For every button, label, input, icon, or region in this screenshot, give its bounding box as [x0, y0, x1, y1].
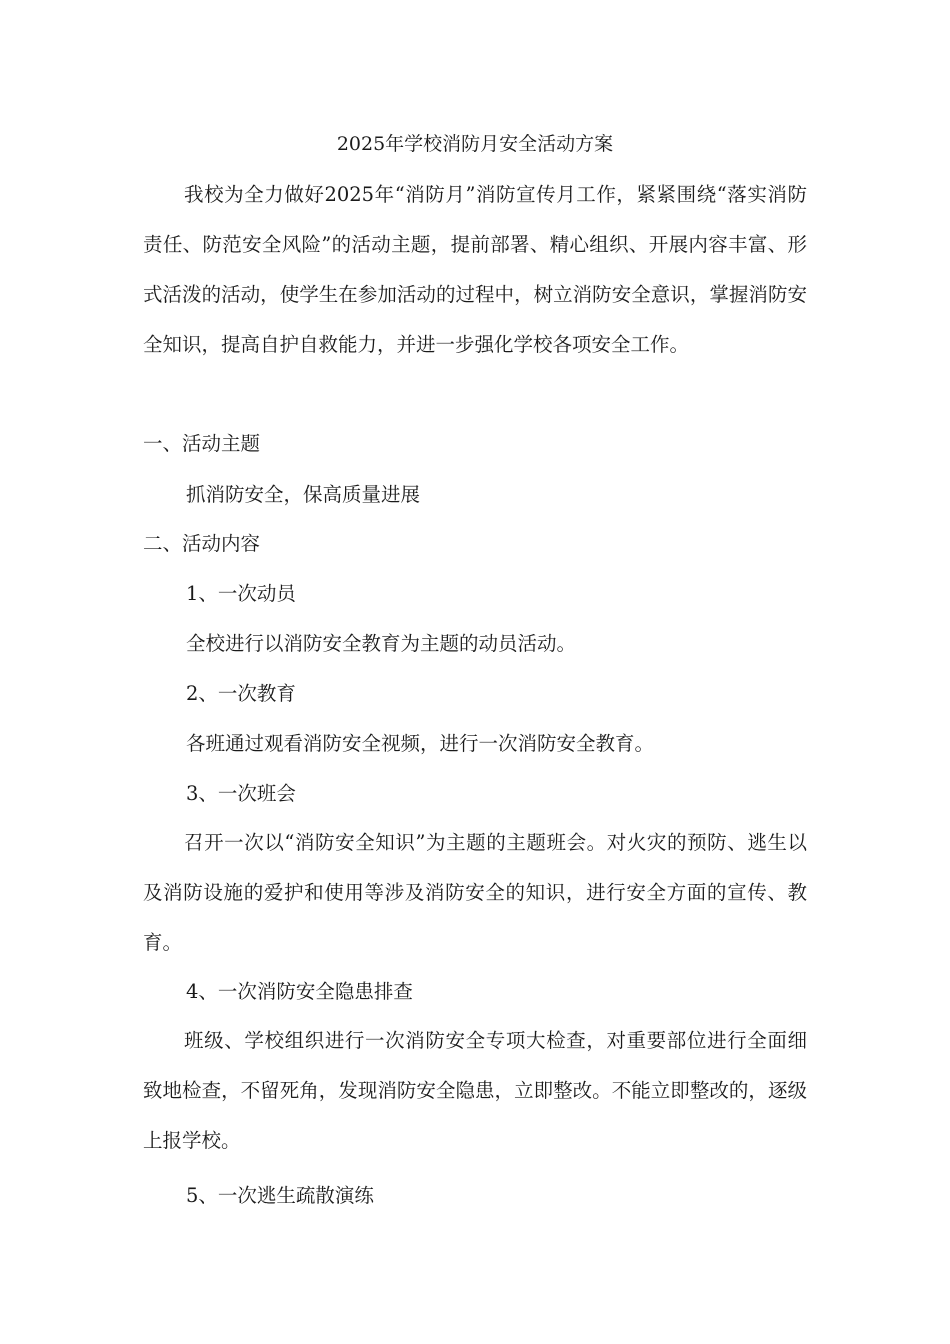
item-1-heading: 1、一次动员: [186, 582, 296, 605]
document-title: 2025年学校消防月安全活动方案: [336, 133, 614, 155]
item-4-heading: 4、一次消防安全隐患排查: [186, 980, 413, 1003]
item-2-heading: 2、一次教育: [186, 682, 296, 705]
section-1-heading: 一、活动主题: [143, 432, 261, 455]
item-3-heading: 3、一次班会: [186, 782, 296, 805]
item-5-heading: 5、一次逃生疏散演练: [186, 1184, 374, 1207]
item-4-body: 班级、学校组织进行一次消防安全专项大检查，对重要部位进行全面细致地检查，不留死角，发现消防安全隐患，立即整改。不能立即整改的，逐级上报学校。: [143, 1029, 807, 1152]
section-2-heading: 二、活动内容: [143, 532, 261, 555]
item-1-body: 全校进行以消防安全教育为主题的动员活动。: [186, 632, 577, 655]
section-1-body: 抓消防安全，保高质量进展: [186, 483, 421, 506]
intro-paragraph: 我校为全力做好2025年“消防月”消防宣传月工作，紧紧围绕“落实消防责任、防范安全风险”的活动主题，提前部署、精心组织、开展内容丰富、形式活泼的活动，使学生在参加活动的过程中，树立消防安全意识，掌握消防安全知识，提高自护自救能力，并进一步强化学校各项安全工作。: [143, 183, 807, 356]
item-3-body: 召开一次以“消防安全知识”为主题的主题班会。对火灾的预防、逃生以及消防设施的爱护和使用等涉及消防安全的知识，进行安全方面的宣传、教育。: [143, 831, 807, 954]
item-2-body: 各班通过观看消防安全视频，进行一次消防安全教育。: [186, 732, 655, 755]
